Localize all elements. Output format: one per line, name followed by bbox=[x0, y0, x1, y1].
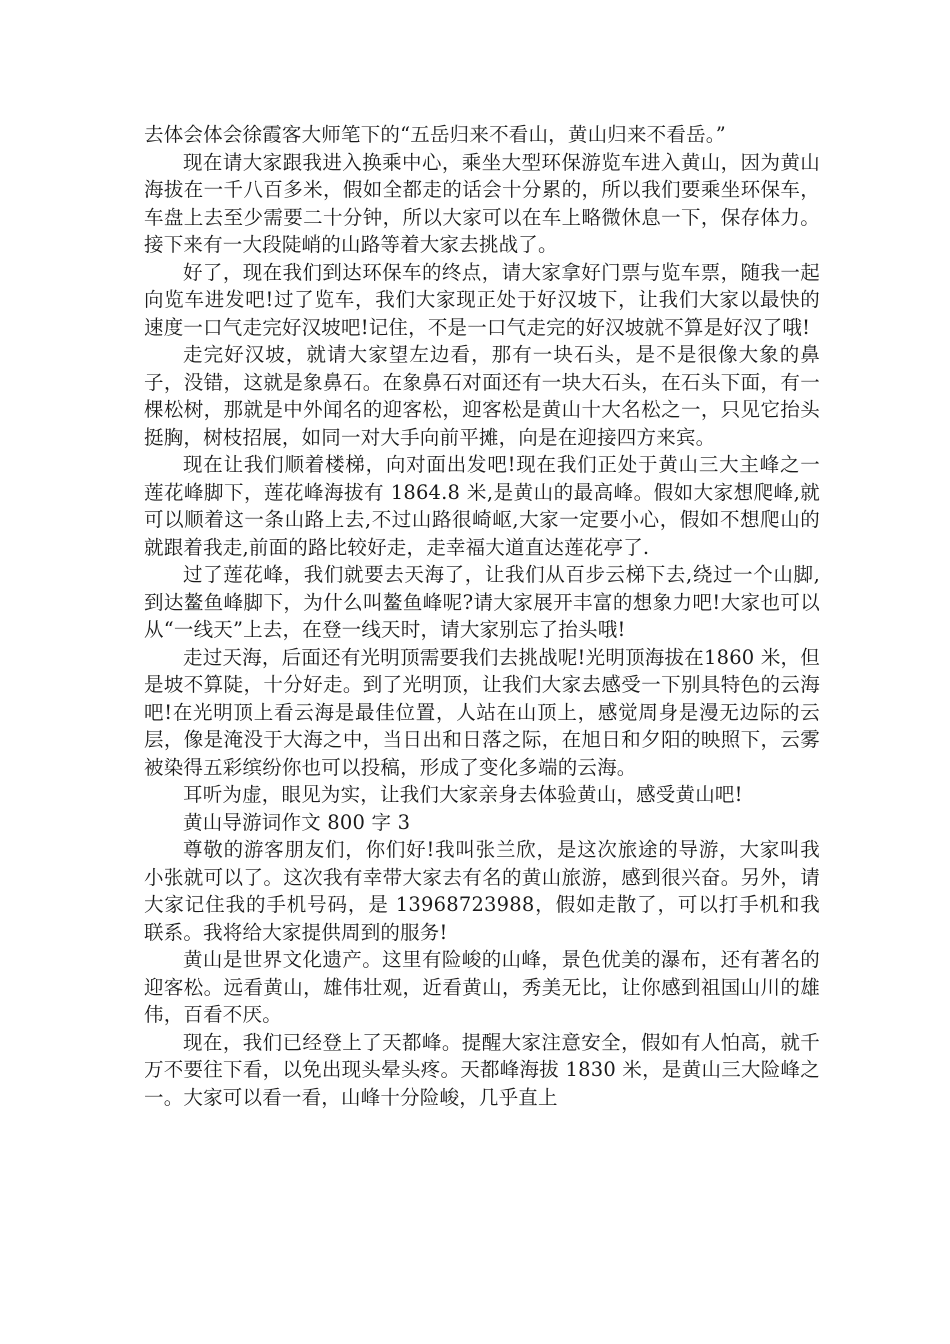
paragraph: 黄山是世界文化遗产。这里有险峻的山峰，景色优美的瀑布，还有著名的迎客松。远看黄山，雄伟壮观，近看黄山，秀美无比，让你感到祖国山川的雄伟，百看不厌。 bbox=[144, 948, 820, 1026]
article-body bbox=[144, 121, 820, 1111]
section-heading: 黄山导游词作文 800 字 3 bbox=[183, 810, 411, 834]
paragraph: 走过天海，后面还有光明顶需要我们去挑战呢!光明顶海拔在1860 米，但是坡不算陡，十分好走。到了光明顶，让我们大家去感受一下别具特色的云海吧!在光明顶上看云海是最佳位置，人站在山顶上，感觉周身是漫无边际的云层，像是淹没于大海之中，当日出和日落之际，在旭日和夕阳的映照下，云雾被染得五彩缤纷你也可以投稿，形成了变化多端的云海。 bbox=[144, 645, 820, 779]
paragraph: 尊敬的游客朋友们，你们好!我叫张兰欣，是这次旅途的导游，大家叫我小张就可以了。这次我有幸带大家去有名的黄山旅游，感到很兴奋。另外，请大家记住我的手机号码，是 13968723988，假如走散了，可以打手机和我联系。我将给大家提供周到的服务! bbox=[144, 838, 820, 944]
paragraph: 现在，我们已经登上了天都峰。提醒大家注意安全，假如有人怕高，就千万不要往下看，以免出现头晕头疼。天都峰海拔 1830 米，是黄山三大险峰之一。大家可以看一看，山峰十分险峻，几乎直上 bbox=[144, 1030, 820, 1109]
paragraph: 现在请大家跟我进入换乘中心，乘坐大型环保游览车进入黄山，因为黄山海拔在一千八百多米，假如全都走的话会十分累的，所以我们要乘坐环保车，车盘上去至少需要二十分钟，所以大家可以在车上略微休息一下，保存体力。接下来有一大段陡峭的山路等着大家去挑战了。 bbox=[144, 150, 820, 256]
paragraph: 去体会体会徐霞客大师笔下的“五岳归来不看山，黄山归来不看岳。” bbox=[144, 123, 726, 146]
paragraph: 现在让我们顺着楼梯，向对面出发吧!现在我们正处于黄山三大主峰之一莲花峰脚下，莲花峰海拔有 1864.8 米,是黄山的最高峰。假如大家想爬峰,就可以顺着这一条山路上去,不过山路很崎岖,大家一定要小心，假如不想爬山的就跟着我走,前面的路比较好走，走幸福大道直达莲花亭了. bbox=[144, 453, 820, 559]
paragraph: 过了莲花峰，我们就要去天海了，让我们从百步云梯下去,绕过一个山脚,到达鳌鱼峰脚下，为什么叫鳌鱼峰呢?请大家展开丰富的想象力吧!大家也可以从“一线天”上去，在登一线天时，请大家别忘了抬头哦! bbox=[144, 563, 820, 641]
paragraph: 走完好汉坡，就请大家望左边看，那有一块石头，是不是很像大象的鼻子，没错，这就是象鼻石。在象鼻石对面还有一块大石头，在石头下面，有一棵松树，那就是中外闻名的迎客松，迎客松是黄山十大名松之一，只见它抬头挺胸，树枝招展，如同一对大手向前平摊，向是在迎接四方来宾。 bbox=[144, 343, 820, 449]
paragraph: 耳听为虚，眼见为实，让我们大家亲身去体验黄山，感受黄山吧! bbox=[183, 783, 743, 806]
paragraph: 好了，现在我们到达环保车的终点，请大家拿好门票与览车票，随我一起向览车进发吧!过了览车，我们大家现正处于好汉坡下，让我们大家以最快的速度一口气走完好汉坡吧!记住，不是一口气走完的好汉坡就不算是好汉了哦! bbox=[144, 260, 820, 339]
